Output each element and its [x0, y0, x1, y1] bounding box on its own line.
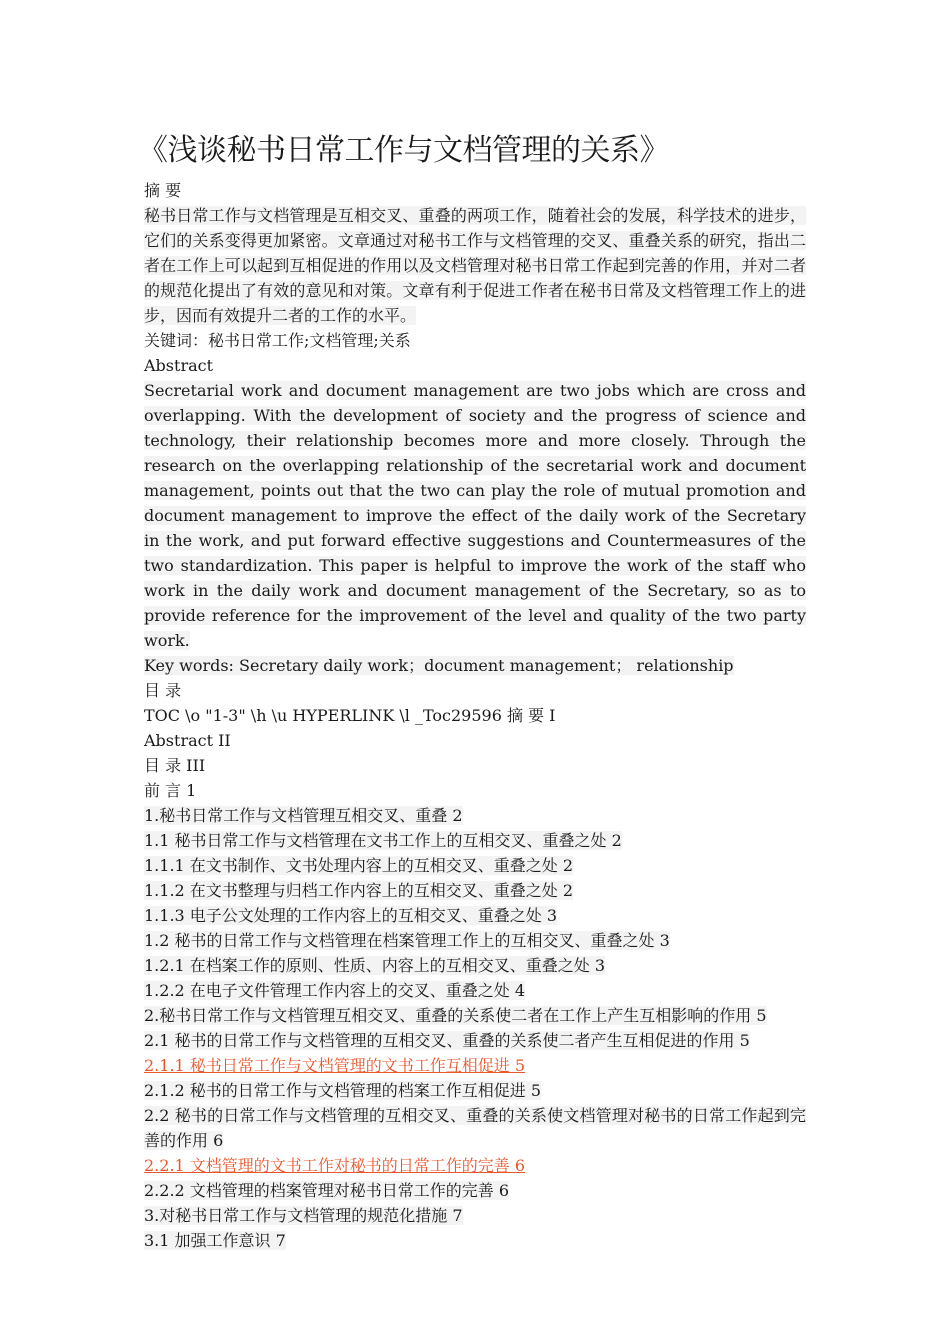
toc-entry [144, 1078, 806, 1103]
abstract-heading-cn: 摘 要 [144, 181, 182, 200]
toc-entry [144, 1028, 806, 1053]
toc-entry [144, 1003, 806, 1028]
toc-entry-link[interactable] [144, 1053, 806, 1078]
keywords-en [144, 653, 806, 678]
toc-entry [144, 1228, 806, 1253]
toc-entry-text: 1.2 秘书的日常工作与文档管理在档案管理工作上的互相交叉、重叠之处 3 [144, 931, 670, 950]
toc-entry-text: 2.秘书日常工作与文档管理互相交叉、重叠的关系使二者在工作上产生互相影响的作用 5 [144, 1006, 767, 1025]
toc-entry-text: 1.2.2 在电子文件管理工作内容上的交叉、重叠之处 4 [144, 981, 526, 1000]
toc-entry [144, 903, 806, 928]
toc-entry [144, 1178, 806, 1203]
abstract-en-text: Secretarial work and document management are two jobs which are cross and overlapping. With the development of society and the progress of science and technology, their relationship becomes more and more closely. Through the research on the overlapping relationship of the secretarial work and document management, points out that the two can play the role of mutual promotion and document management to improve the effect of the daily work of the Secretary in the work, and put forward effective suggestions and Countermeasures of the two standardization. This paper is helpful to improve the work of the staff who work in the daily work and document management of the Secretary, so as to provide reference for the improvement of the level and quality of the two party work. [144, 381, 806, 650]
keywords-en-text: Key words: Secretary daily work；document management； relationship [144, 656, 734, 675]
toc-entry [144, 803, 806, 828]
toc-entry [144, 1203, 806, 1228]
document-page [138, 128, 806, 1253]
toc-heading: 目 录 [144, 681, 182, 700]
toc-entry-text: 1.2.1 在档案工作的原则、性质、内容上的互相交叉、重叠之处 3 [144, 956, 606, 975]
document-title: 《浅谈秘书日常工作与文档管理的关系》 [138, 133, 669, 168]
toc-entry-text: 1.1.1 在文书制作、文书处理内容上的互相交叉、重叠之处 2 [144, 856, 574, 875]
toc-entry-text: 1.1.3 电子公文处理的工作内容上的互相交叉、重叠之处 3 [144, 906, 558, 925]
abstract-cn-paragraph [144, 203, 806, 328]
toc-entry-text: 2.2.2 文档管理的档案管理对秘书日常工作的完善 6 [144, 1181, 510, 1200]
toc-entry [144, 853, 806, 878]
toc-link-2-2-1[interactable]: 2.2.1 文档管理的文书工作对秘书的日常工作的完善 6 [144, 1156, 526, 1175]
toc-entry-text: 1.1 秘书日常工作与文档管理在文书工作上的互相交叉、重叠之处 2 [144, 831, 622, 850]
toc-entry [144, 928, 806, 953]
toc-entry [144, 828, 806, 853]
toc-entry: 目 录 III [144, 756, 206, 775]
toc-entry: 前 言 1 [144, 781, 197, 800]
abstract-en-paragraph [144, 378, 806, 653]
toc-link-2-1-1[interactable]: 2.1.1 秘书日常工作与文档管理的文书工作互相促进 5 [144, 1056, 526, 1075]
toc-entry-text: 3.1 加强工作意识 7 [144, 1231, 286, 1250]
toc-entry-text: 2.1.2 秘书的日常工作与文档管理的档案工作互相促进 5 [144, 1081, 542, 1100]
toc-entry [144, 1103, 806, 1153]
abstract-heading-en: Abstract [144, 356, 214, 375]
toc-entry-text: 1.秘书日常工作与文档管理互相交叉、重叠 2 [144, 806, 463, 825]
toc-entry [144, 878, 806, 903]
toc-entry-text: 3.对秘书日常工作与文档管理的规范化措施 7 [144, 1206, 463, 1225]
abstract-cn-text: 秘书日常工作与文档管理是互相交叉、重叠的两项工作，随着社会的发展，科学技术的进步，它们的关系变得更加紧密。文章通过对秘书工作与文档管理的交叉、重叠关系的研究，指出二者在工作上可以起到互相促进的作用以及文档管理对秘书日常工作起到完善的作用，并对二者的规范化提出了有效的意见和对策。文章有利于促进工作者在秘书日常及文档管理工作上的进步，因而有效提升二者的工作的水平。 [144, 206, 806, 325]
toc-field-code: TOC \o "1-3" \h \u HYPERLINK \l _Toc29596 摘 要 I [144, 706, 556, 725]
toc-entry: Abstract II [144, 731, 231, 750]
toc-entry [144, 953, 806, 978]
toc-entry [144, 978, 806, 1003]
toc-entry-text: 1.1.2 在文书整理与归档工作内容上的互相交叉、重叠之处 2 [144, 881, 574, 900]
toc-entry-link[interactable] [144, 1153, 806, 1178]
keywords-cn: 关键词：秘书日常工作;文档管理;关系 [144, 331, 411, 350]
toc-entry-text: 2.1 秘书的日常工作与文档管理的互相交叉、重叠的关系使二者产生互相促进的作用 5 [144, 1031, 750, 1050]
toc-entry-text: 2.2 秘书的日常工作与文档管理的互相交叉、重叠的关系使文档管理对秘书的日常工作起到完善的作用 6 [144, 1106, 806, 1150]
